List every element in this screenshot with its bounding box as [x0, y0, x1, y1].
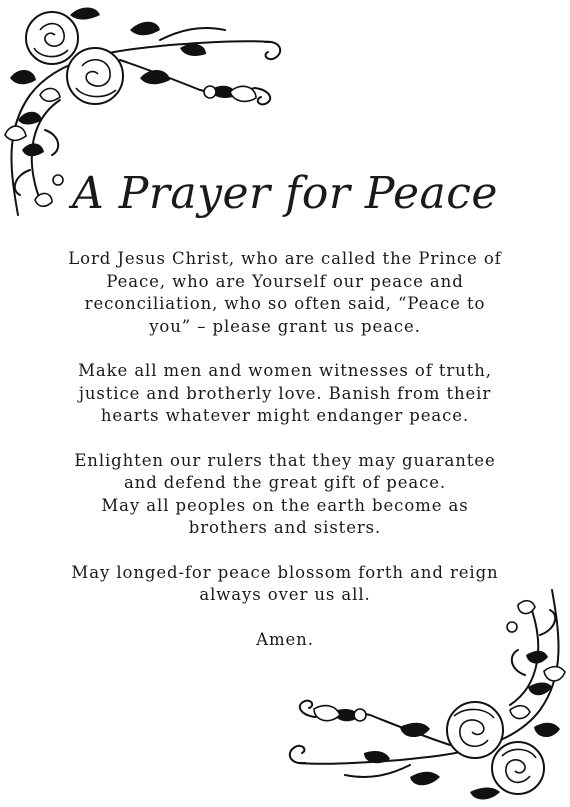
prayer-line: you” – please grant us peace.: [149, 316, 421, 336]
prayer-line: Amen.: [256, 629, 314, 649]
prayer-line: justice and brotherly love. Banish from their: [78, 383, 492, 403]
prayer-line: always over us all.: [199, 585, 371, 604]
prayer-line: Peace, who are Yourself our peace and: [106, 271, 464, 291]
prayer-line: hearts whatever might endanger peace.: [100, 406, 470, 425]
prayer-line: and defend the great gift of peace.: [123, 473, 447, 492]
prayer-line: reconciliation, who so often said, “Peace to: [84, 294, 486, 313]
prayer-line: May all peoples on the earth become as: [101, 495, 469, 515]
prayer-title: A Prayer for Peace: [72, 168, 498, 219]
prayer-line: Lord Jesus Christ, who are called the Prince of: [68, 249, 502, 268]
prayer-line: Make all men and women witnesses of truth,: [78, 361, 492, 380]
prayer-paragraph-3: [40, 450, 530, 540]
prayer-paragraph-4: [40, 562, 530, 607]
prayer-paragraph-2: [40, 360, 530, 428]
prayer-body: [40, 248, 530, 673]
prayer-paragraph-1: [40, 248, 530, 338]
prayer-line: Enlighten our rulers that they may guarantee: [74, 450, 496, 470]
prayer-amen: [40, 629, 530, 652]
prayer-line: brothers and sisters.: [188, 518, 382, 537]
prayer-line: May longed-for peace blossom forth and reign: [71, 562, 499, 582]
